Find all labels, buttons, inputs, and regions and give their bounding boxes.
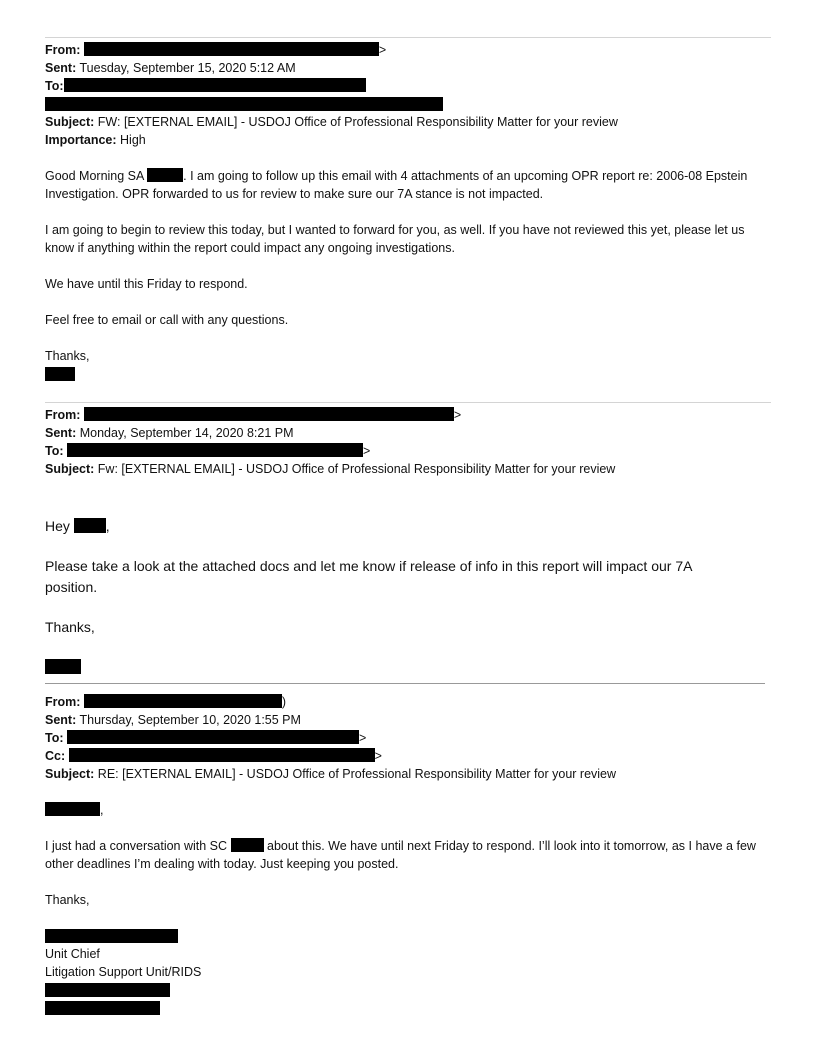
body-text: , (105, 518, 110, 534)
email1-body-p2: I am going to begin to review this today, but I wanted to forward for you, as well. If you have not reviewed this yet, please let us know if anything within the report could impact any ongoing investigations. (45, 223, 745, 255)
subject-label: Subject: (45, 462, 95, 476)
email3-sent-line (45, 711, 301, 729)
email1-importance-line (45, 131, 146, 149)
to-suffix: > (363, 444, 371, 458)
body-text: about this. We have until next Friday to respond. I’ll look into it tomorrow, as I have a few other deadlines I’m dealing with today. Just keeping you posted. (45, 839, 756, 871)
redaction-block (231, 838, 264, 852)
sent-label: Sent: (45, 61, 77, 75)
from-suffix: ) (281, 695, 287, 709)
redaction-block (69, 748, 375, 762)
email3-to-line (45, 729, 366, 747)
body-text: Good Morning SA (45, 169, 144, 183)
redaction-block (84, 407, 454, 421)
from-label: From: (45, 408, 81, 422)
subject-label: Subject: (45, 767, 95, 781)
email3-subject-line (45, 765, 616, 783)
email1-subject-line (45, 113, 618, 131)
redaction-block (45, 367, 75, 381)
email1-body-p1 (45, 167, 775, 203)
sig-title: Unit Chief (45, 947, 100, 961)
redaction-block (84, 42, 379, 56)
body-text: . I am going to follow up this email with 4 attachments of an upcoming OPR report re: 2006-08 Epstein Investigation. OPR forwarded to us for review to make sure our 7A stance is not impacted. (45, 169, 748, 201)
body-text: I just had a conversation with SC (45, 839, 228, 853)
email2-subject-line (45, 460, 615, 478)
body-text: Hey (45, 518, 70, 534)
email3-greeting (45, 801, 775, 819)
sent-value: Tuesday, September 15, 2020 5:12 AM (79, 61, 296, 75)
email1-body-p3: We have until this Friday to respond. (45, 277, 248, 291)
redaction-block (67, 443, 363, 457)
subject-label: Subject: (45, 115, 95, 129)
email1-body-p4: Feel free to email or call with any questions. (45, 313, 289, 327)
email1-signoff: Thanks, (45, 349, 90, 363)
redaction-block (147, 168, 183, 182)
email2-body-p1: Please take a look at the attached docs and let me know if release of info in this report will impact our 7A position. (45, 558, 692, 595)
from-label: From: (45, 695, 81, 709)
from-suffix: > (453, 408, 462, 422)
from-suffix: > (378, 43, 387, 57)
to-label: To: (45, 731, 64, 745)
email2-signoff: Thanks, (45, 619, 95, 635)
from-label: From: (45, 43, 81, 57)
redaction-block (84, 694, 282, 708)
redaction-block (67, 730, 359, 744)
to-label: To: (45, 79, 64, 93)
email1-from-line (45, 41, 386, 59)
cc-suffix: > (374, 749, 382, 763)
header-divider-3 (45, 683, 765, 684)
subject-value: Fw: [EXTERNAL EMAIL] - USDOJ Office of Professional Responsibility Matter for your review (97, 462, 616, 476)
redaction-block (45, 802, 100, 816)
sent-label: Sent: (45, 713, 77, 727)
subject-value: RE: [EXTERNAL EMAIL] - USDOJ Office of Professional Responsibility Matter for your review (97, 767, 617, 781)
redaction-block (45, 97, 443, 111)
to-suffix: > (359, 731, 367, 745)
sent-value: Thursday, September 10, 2020 1:55 PM (79, 713, 301, 727)
header-divider-2 (45, 402, 771, 403)
sig-unit: Litigation Support Unit/RIDS (45, 965, 202, 979)
email1-sent-line (45, 59, 296, 77)
redaction-block (45, 983, 170, 997)
email2-sent-line (45, 424, 294, 442)
email2-greeting (45, 516, 775, 537)
cc-label: Cc: (45, 749, 66, 763)
redaction-block (74, 518, 106, 533)
email2-to-line (45, 442, 370, 460)
email3-from-line (45, 693, 286, 711)
header-divider-1 (45, 37, 771, 38)
sent-label: Sent: (45, 426, 77, 440)
email3-cc-line (45, 747, 382, 765)
body-text: , (100, 803, 104, 817)
subject-value: FW: [EXTERNAL EMAIL] - USDOJ Office of Professional Responsibility Matter for your review (97, 115, 618, 129)
email2-from-line (45, 406, 461, 424)
email3-signoff: Thanks, (45, 893, 90, 907)
redaction-block (64, 78, 366, 92)
to-label: To: (45, 444, 64, 458)
importance-value: High (120, 133, 146, 147)
importance-label: Importance: (45, 133, 117, 147)
sent-value: Monday, September 14, 2020 8:21 PM (79, 426, 294, 440)
redaction-block (45, 659, 81, 674)
email1-to-line (45, 77, 366, 95)
redaction-block (45, 929, 178, 943)
redaction-block (45, 1001, 160, 1015)
email3-body-p1 (45, 837, 760, 873)
